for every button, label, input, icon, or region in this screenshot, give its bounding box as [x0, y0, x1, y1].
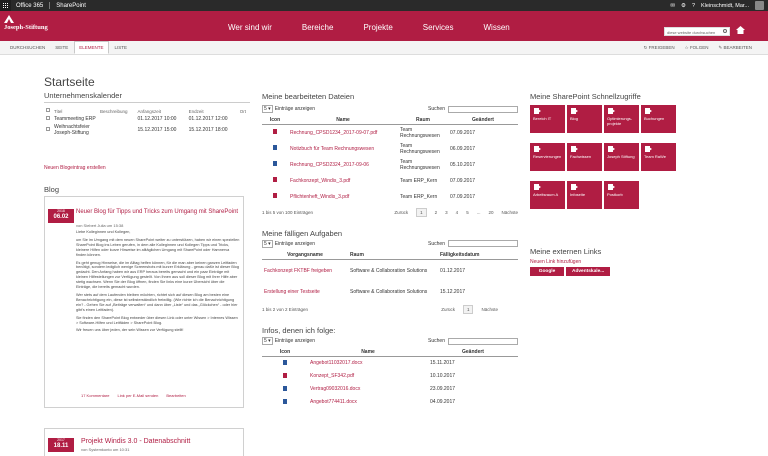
file-date: 06.09.2017	[450, 145, 476, 152]
table-row[interactable]	[262, 396, 518, 409]
comments-link[interactable]: 17 Kommentare	[81, 393, 110, 398]
pager-page[interactable]: 4	[455, 209, 459, 215]
adventskalender-link-button[interactable]: Adventskale...	[566, 267, 610, 276]
col-geaendert[interactable]: Geändert	[462, 349, 484, 355]
pager-info: 1 bis 2 von 2 Einträgen	[262, 307, 309, 312]
follow-search-input[interactable]	[448, 338, 518, 345]
ribbon	[0, 41, 768, 55]
table-row[interactable]	[262, 370, 518, 383]
files-pager	[262, 208, 518, 217]
calendar-title: Unternehmenskalender	[44, 91, 250, 103]
pager-page[interactable]: 2	[434, 209, 438, 215]
share-label: FREIGEBEN	[648, 44, 675, 50]
post-paragraph: Wir freuen uns über jeden, der sein Wissen zur Verfügung stellt!	[76, 328, 184, 333]
file-raum: Team Rechnungswesen	[400, 126, 440, 139]
table-row[interactable]	[44, 123, 250, 137]
file-name[interactable]: Rechnung_CPSD2324_2017-09-06	[290, 161, 369, 168]
post-meta: von Systemkonto um 10:31	[81, 447, 130, 452]
col-faelligkeitsdatum[interactable]: Fälligkeitsdatum	[440, 251, 480, 258]
file-date: 05.10.2017	[450, 161, 476, 168]
tab-seite[interactable]: SEITE	[55, 45, 69, 50]
table-row[interactable]	[262, 189, 518, 205]
sharepoint-label[interactable]: SharePoint	[56, 2, 86, 9]
follow-file-name[interactable]: Konzept_SF342.pdf	[310, 373, 355, 379]
edit-button[interactable]: ✎ BEARBEITEN	[718, 44, 752, 50]
pdf-icon	[273, 193, 277, 198]
tile-reservierungen[interactable]	[530, 143, 565, 171]
tile-label: Team RaWe	[644, 154, 666, 159]
follow-title: Infos, denen ich folge:	[262, 326, 336, 335]
tasks-title: Meine fälligen Aufgaben	[262, 228, 343, 238]
email-link[interactable]: Link per E-Mail senden	[117, 393, 159, 398]
files-page-size-select[interactable]: 5 ▾	[264, 106, 271, 112]
office365-label[interactable]: Office 365	[16, 2, 44, 9]
row-checkbox[interactable]	[46, 127, 50, 131]
sharepoint-icon	[534, 146, 541, 152]
tab-durchsuchen[interactable]: DURCHSUCHEN	[10, 45, 46, 50]
file-name[interactable]: Notizbuch für Team Rechnungswesen	[290, 145, 375, 152]
share-button[interactable]: ↻ FREIGEBEN	[643, 44, 675, 50]
col-ort[interactable]: Ort	[239, 108, 247, 114]
file-raum: Team Rechnungswesen	[400, 142, 440, 155]
tab-elemente[interactable]: ELEMENTE	[74, 41, 108, 54]
col-anfangszeit[interactable]: Anfangszeit	[137, 108, 162, 114]
post-day: 18.11	[53, 443, 69, 449]
nav-item-bereiche[interactable]: Bereiche	[301, 23, 334, 32]
file-date: 07.09.2017	[450, 193, 476, 200]
follow-page-size-select[interactable]: 5 ▾	[264, 338, 271, 344]
tasks-page-size-select[interactable]: 5 ▾	[264, 240, 271, 247]
col-beschreibung[interactable]: Beschreibung	[100, 108, 128, 114]
tile-arbeitsraum-a[interactable]	[530, 181, 565, 209]
col-name[interactable]: Name	[336, 117, 350, 123]
nav-item-projekte[interactable]: Projekte	[363, 23, 393, 32]
table-row[interactable]	[262, 125, 518, 141]
event-desc	[98, 123, 136, 137]
col-raum[interactable]: Raum	[350, 251, 364, 258]
tile-joseph-stiftung[interactable]	[604, 143, 639, 171]
page-size-label: Einträge anzeigen	[274, 338, 315, 344]
tasks-pager	[262, 305, 518, 314]
tile-label: Blog	[570, 116, 579, 121]
page-size-value: 5	[264, 240, 267, 247]
word-icon	[283, 360, 287, 365]
follow-file-date: 10.10.2017	[430, 373, 456, 379]
tasks-search-label: Suchen	[428, 240, 445, 247]
follow-file-name[interactable]: Angebot774411.docx	[310, 399, 357, 405]
file-raum: Team ERP_Kern	[400, 193, 438, 200]
site-logo[interactable]	[4, 15, 70, 33]
col-vorgangsname[interactable]: Vorgangsname	[287, 251, 323, 258]
pager-page[interactable]: 1	[416, 208, 427, 217]
tile-infoseite[interactable]	[567, 181, 602, 209]
avatar[interactable]	[755, 1, 764, 10]
follow-table	[262, 348, 518, 409]
col-titel[interactable]: Titel	[54, 108, 63, 114]
post-year: 2018	[57, 209, 65, 213]
word-icon	[283, 399, 287, 404]
add-link[interactable]: Neuen Link hinzufügen	[530, 259, 582, 265]
tab-liste[interactable]: LISTE	[114, 45, 128, 50]
follow-file-name[interactable]: Angebot11032017.docx	[310, 360, 363, 367]
row-checkbox[interactable]	[46, 116, 50, 120]
left-column	[44, 55, 250, 194]
event-title[interactable]: Teammeeting ERP	[54, 116, 96, 122]
blog-title: Blog	[44, 185, 60, 194]
table-row[interactable]	[44, 115, 250, 123]
sharepoint-icon	[645, 146, 652, 152]
follow-search-label: Suchen	[428, 338, 445, 344]
task-date: 01.12.2017	[440, 267, 466, 274]
suite-bar	[0, 0, 768, 11]
right-column	[530, 55, 670, 315]
home-icon[interactable]	[736, 26, 743, 33]
pager-page[interactable]: 1	[463, 305, 474, 314]
tile-label: Arbeitsraum A	[533, 192, 559, 197]
follow-file-date: 04.09.2017	[430, 399, 456, 405]
event-ort	[238, 123, 250, 137]
quicklinks-title: Meine SharePoint Schnellzugriffe	[530, 92, 641, 101]
blog-post	[44, 196, 244, 408]
calendar-table	[44, 107, 250, 137]
word-icon	[273, 161, 277, 166]
table-row[interactable]	[262, 357, 518, 370]
word-icon	[283, 386, 287, 391]
page-size-value: 5	[264, 338, 267, 344]
tasks-table	[262, 251, 518, 303]
table-row[interactable]	[262, 157, 518, 173]
table-row[interactable]	[262, 173, 518, 189]
pdf-icon	[273, 177, 277, 182]
tasks-search-input[interactable]	[448, 240, 518, 247]
site-header	[0, 11, 768, 41]
help-icon[interactable]: ?	[691, 2, 695, 9]
select-all-checkbox[interactable]	[44, 107, 52, 115]
pager-prev[interactable]: Zurück	[441, 307, 455, 312]
sharepoint-icon	[571, 108, 578, 114]
page-size-label: Einträge anzeigen	[274, 106, 315, 112]
post-paragraph: Liebe Kolleginnen und Kollegen,	[76, 230, 131, 234]
pager-page[interactable]: 5	[466, 209, 469, 215]
event-start: 15.12.2017 15:00	[137, 127, 177, 133]
files-title: Meine bearbeiteten Dateien	[262, 92, 355, 101]
sharepoint-icon	[608, 184, 615, 190]
sharepoint-icon	[608, 146, 615, 152]
table-row[interactable]	[262, 141, 518, 157]
task-date: 15.12.2017	[440, 289, 466, 295]
col-raum[interactable]: Raum	[416, 117, 430, 123]
pager-next[interactable]: Nächste	[501, 209, 518, 215]
top-navigation	[228, 23, 540, 32]
tile-label: Optimierungs-projekte	[607, 116, 633, 126]
post-day: 06.02	[53, 214, 69, 220]
pager-page[interactable]: 3	[445, 209, 448, 215]
event-title[interactable]: Weihnachtsfeier Joseph-Stiftung	[54, 124, 90, 136]
blog-post	[44, 428, 244, 456]
sharepoint-icon	[534, 184, 541, 190]
page-size-label: Einträge anzeigen	[274, 240, 315, 247]
task-name[interactable]: Fachkonzept FKTBF freigeben	[264, 267, 333, 274]
col-name[interactable]: Name	[361, 349, 375, 355]
tile-label: Infoseite	[570, 192, 586, 197]
edit-label: BEARBEITEN	[723, 44, 752, 50]
follow-label: FOLGEN	[689, 44, 709, 50]
tile-buchungen[interactable]	[641, 105, 676, 133]
app-launcher-icon[interactable]	[0, 0, 11, 11]
pager-page[interactable]: 20	[488, 209, 494, 215]
file-name[interactable]: Pflichtenheft_Windis_3.pdf	[290, 193, 350, 200]
site-search-input[interactable]	[664, 27, 730, 36]
pdf-icon	[283, 373, 287, 378]
col-geaendert[interactable]: Geändert	[472, 117, 494, 123]
tile-bereich-it[interactable]	[530, 105, 565, 133]
middle-column	[262, 55, 518, 409]
event-ort	[238, 115, 250, 123]
search-placeholder: diese website durchsuchen	[667, 30, 716, 35]
file-date: 07.09.2017	[450, 129, 476, 136]
event-start: 01.12.2017 10:00	[137, 116, 177, 122]
nav-item-wissen[interactable]: Wissen	[483, 23, 510, 32]
new-blog-entry-link[interactable]: Neuen Blogeintrag erstellen	[44, 165, 106, 171]
post-title[interactable]: Neuer Blog für Tipps und Tricks zum Umgang mit SharePoint	[76, 209, 239, 215]
post-paragraph: Wer stets auf dem Laufenden bleiben möchten, richtet sich auf diesen Blog am besten eine Benachrichtigung ein, diese ist selbsterständlich freiwillig. (Wie richte ich die Benachrichtigung ein? - Gehen Sie auf „Beiträge verwalten“ und dann über „Liste“ und das „Glöckchen“ - oder hier gibt's einen Leitfaden).	[76, 292, 238, 312]
post-actions	[81, 393, 186, 398]
file-date: 07.09.2017	[450, 177, 476, 184]
external-links-title: Meine externen Links	[530, 247, 602, 256]
table-row[interactable]	[262, 383, 518, 396]
logo-mark-icon	[4, 15, 14, 23]
file-raum: Team ERP_Kern	[400, 177, 438, 184]
col-endzeit[interactable]: Endzeit	[188, 108, 204, 114]
post-body	[76, 230, 240, 336]
tile-label: Fachwissen	[570, 154, 592, 159]
files-table	[262, 116, 518, 205]
tile-optimierungsprojekte[interactable]	[604, 105, 639, 133]
tile-label: Bereich IT	[533, 116, 552, 121]
quicklinks-grid	[530, 101, 670, 241]
tile-postkorb[interactable]	[604, 181, 639, 209]
pager-info: 1 bis 5 von 100 Einträgen	[262, 209, 314, 215]
tile-team-rawe[interactable]	[641, 143, 676, 171]
file-name[interactable]: Fachkonzept_Windis_3.pdf	[290, 177, 351, 184]
google-link-button[interactable]: Google	[530, 267, 564, 276]
tile-fachwissen[interactable]	[567, 143, 602, 171]
pager-next[interactable]: Nächste	[481, 307, 498, 312]
date-badge	[48, 438, 74, 452]
pager-ellipsis: ...	[476, 209, 481, 215]
gear-icon[interactable]: ⚙	[681, 2, 686, 9]
word-icon	[273, 145, 277, 150]
event-desc	[98, 115, 136, 123]
pager-prev[interactable]: Zurück	[394, 209, 409, 215]
site-name: Joseph-Stiftung	[4, 24, 48, 31]
user-name[interactable]: Kleinschmidt, Mar...	[701, 2, 749, 9]
file-name[interactable]: Rechnung_CPSD1234_2017-09-07.pdf	[290, 129, 378, 136]
page-title: Startseite	[44, 75, 95, 89]
col-icon[interactable]: Icon	[269, 117, 281, 123]
tile-label: Postkorb	[607, 192, 623, 197]
bell-icon[interactable]: ✉	[670, 2, 675, 9]
event-end: 01.12.2017 12:00	[188, 116, 228, 122]
event-end: 15.12.2017 18:00	[188, 127, 228, 133]
table-row[interactable]	[262, 282, 518, 302]
post-paragraph: um Sie im Umgang mit dem neuen SharePoint weiter zu unterstützen, haben wir einen speziellen SharePoint Blog ins Leben gerufen, in dem alle Kolleginnen und Kollegen Tipps und Tricks, kleinere Hilfen oder kurze Hinweise im alltäglichen Umgang mit SharePoint oder Hamnerva finden können.	[76, 237, 240, 257]
task-raum: Software & Collaboration Solutions	[350, 267, 428, 274]
sharepoint-icon	[534, 108, 541, 114]
nav-item-services[interactable]: Services	[422, 23, 454, 32]
sharepoint-icon	[571, 146, 578, 152]
follow-file-name[interactable]: Vertrag09032016.docx	[310, 386, 361, 392]
post-meta: von Siebert Julia um 15:38	[76, 223, 124, 228]
post-title[interactable]: Projekt Windis 3.0 - Datenabschnitt	[81, 438, 191, 445]
search-icon[interactable]	[723, 29, 727, 33]
tile-blog[interactable]	[567, 105, 602, 133]
tile-label: Reservierungen	[533, 154, 562, 159]
sharepoint-icon	[645, 108, 652, 114]
pdf-icon	[273, 129, 277, 134]
sharepoint-icon	[608, 108, 615, 114]
follow-button[interactable]: ☆ FOLGEN	[684, 44, 709, 50]
task-name[interactable]: Erstellung einer Testseite	[264, 289, 320, 295]
edit-post-link[interactable]: Bearbeiten	[166, 393, 186, 398]
col-icon[interactable]: Icon	[279, 349, 291, 355]
task-raum: Software & Collaboration Solutions	[350, 289, 428, 295]
follow-file-date: 15.11.2017	[430, 360, 455, 367]
sharepoint-icon	[571, 184, 578, 190]
post-paragraph: Es geht genug Hinweise, die im Alltag helfen können, für die man aber keinen ganzen Leitfaden benötigt, sondern lediglich wenige Screenshots mit kurzer Erklärung - genau dafür ist dieser Blog gedacht. Den Anfang haben wir aus ERP heraus bereits gemacht und ein paar Einträge mit kleinen Hilfestellungen zur Verfügung gestellt. Von Ihnen aus soll dieser Blog mit Ihrer Hilfe aber stetig wachsen. Wenn Sie der Blog öffnen, finden Sie links eine kurze Übersicht über die Einträge, die bereits gemacht wurden.	[76, 260, 239, 290]
tile-label: Buchungen	[644, 116, 665, 121]
date-badge	[48, 209, 74, 223]
post-year: 2017	[57, 438, 65, 442]
files-search-label: Suchen	[428, 106, 445, 112]
follow-file-date: 23.09.2017	[430, 386, 456, 392]
tile-label: Joseph Stiftung	[607, 154, 635, 159]
page-size-value: 5	[264, 106, 267, 112]
post-paragraph: Sie finden den SharePoint Blog entweder über diesen Link oder unter Wissen > Internes Wissen > Software-Hilfen und Leitfäden > SharePoint Blog.	[76, 315, 238, 325]
files-search-input[interactable]	[448, 106, 518, 113]
divider	[49, 2, 50, 9]
nav-item-wer-sind-wir[interactable]: Wer sind wir	[228, 23, 272, 32]
table-row[interactable]	[262, 259, 518, 282]
file-raum: Team Rechnungswesen	[400, 158, 440, 171]
